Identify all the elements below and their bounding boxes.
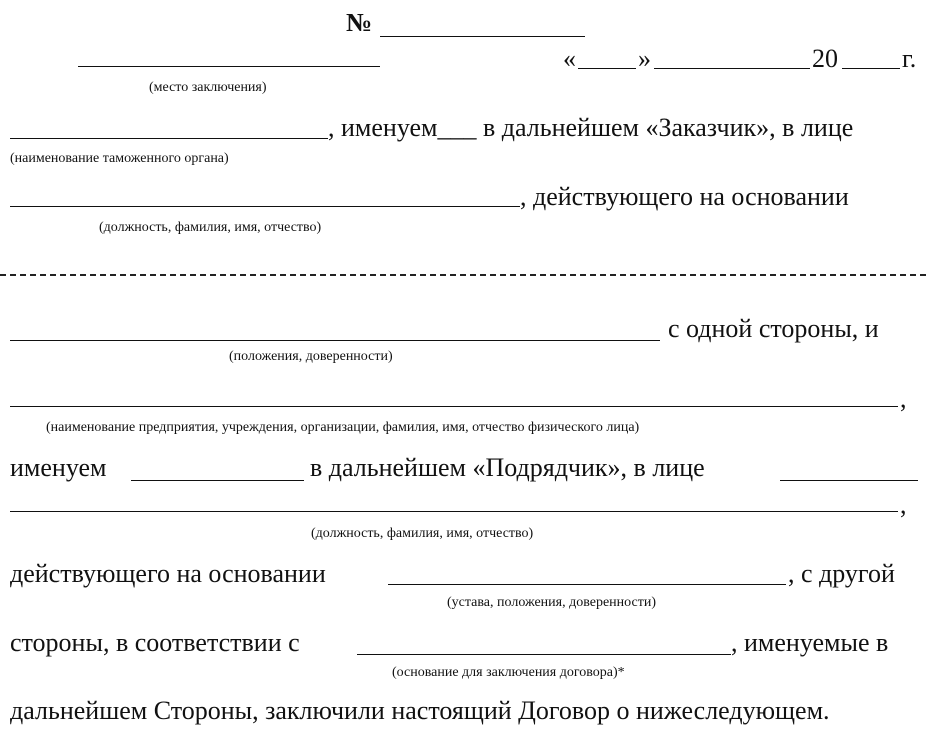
quote-open: « xyxy=(563,44,576,73)
contract-number-blank[interactable] xyxy=(380,36,585,37)
note-place: (место заключения) xyxy=(149,80,267,95)
named-word: именуем xyxy=(10,453,107,482)
number-sign: № xyxy=(346,8,373,37)
one-side-clause: с одной стороны, и xyxy=(668,314,879,343)
month-blank[interactable] xyxy=(654,68,810,69)
note-basis-1: (положения, доверенности) xyxy=(229,349,393,364)
according-to-label: стороны, в соответствии с xyxy=(10,628,300,657)
comma-2: , xyxy=(900,490,907,519)
note-contract-basis: (основание для заключения договора)* xyxy=(392,665,625,680)
closing-sentence: дальнейшем Стороны, заключили настоящий Договор о нижеследующем. xyxy=(10,696,830,725)
note-customs-body: (наименование таможенного органа) xyxy=(10,151,229,166)
named-parties-clause: , именуемые в xyxy=(731,628,889,657)
customer-basis-blank[interactable] xyxy=(10,340,660,341)
day-blank[interactable] xyxy=(578,68,636,69)
contract-basis-blank[interactable] xyxy=(357,654,731,655)
named-suffix-blank[interactable] xyxy=(131,480,304,481)
quote-close: » xyxy=(638,44,651,73)
other-side-clause: , с другой xyxy=(788,559,895,588)
acting-basis-label: действующего на основании xyxy=(10,559,326,588)
customer-clause: , именуем___ в дальнейшем «Заказчик», в лице xyxy=(328,113,854,142)
note-enterprise: (наименование предприятия, учреждения, организации, фамилия, имя, отчество физического лица) xyxy=(46,420,640,435)
customs-body-blank[interactable] xyxy=(10,138,328,139)
note-person-2: (должность, фамилия, имя, отчество) xyxy=(311,526,534,541)
contractor-clause: в дальнейшем «Подрядчик», в лице xyxy=(310,453,705,482)
note-person-1: (должность, фамилия, имя, отчество) xyxy=(99,220,322,235)
contractor-basis-blank[interactable] xyxy=(388,584,786,585)
year-blank[interactable] xyxy=(842,68,900,69)
contractor-name-blank[interactable] xyxy=(10,406,898,407)
year-prefix: 20 xyxy=(812,44,838,73)
place-blank[interactable] xyxy=(78,66,380,67)
contractor-rep-blank-start[interactable] xyxy=(780,480,918,481)
dashed-separator xyxy=(0,274,926,276)
acting-basis-clause: , действующего на основании xyxy=(520,182,849,211)
customer-rep-blank[interactable] xyxy=(10,206,520,207)
comma-1: , xyxy=(900,384,907,413)
note-basis-2: (устава, положения, доверенности) xyxy=(447,595,656,610)
contractor-rep-blank[interactable] xyxy=(10,511,898,512)
year-suffix: г. xyxy=(902,44,917,73)
